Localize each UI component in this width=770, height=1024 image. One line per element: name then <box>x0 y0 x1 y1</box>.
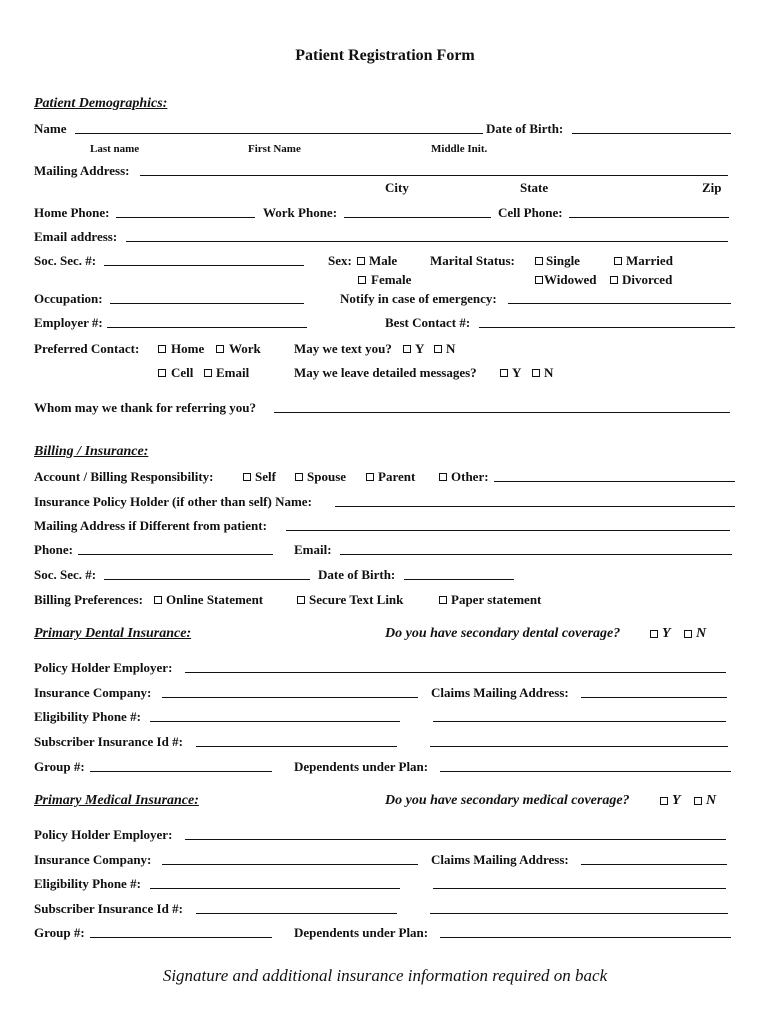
name-field[interactable] <box>75 133 483 134</box>
dental-eligibility-field[interactable] <box>150 721 400 722</box>
employer-field[interactable] <box>107 327 307 328</box>
widowed-checkbox[interactable] <box>535 276 543 284</box>
billing-dob-field[interactable] <box>404 579 514 580</box>
dental-dependents-field[interactable] <box>440 771 731 772</box>
emergency-contact-field[interactable] <box>508 303 731 304</box>
email-field[interactable] <box>126 241 728 242</box>
dental-company-label: Insurance Company: <box>34 685 152 700</box>
section-dental: Primary Dental Insurance: <box>34 626 192 641</box>
dental-group-field[interactable] <box>90 771 272 772</box>
dental-claims-label: Claims Mailing Address: <box>431 685 569 700</box>
male-checkbox[interactable] <box>357 257 365 265</box>
widowed-option-label: Widowed <box>544 272 597 287</box>
medical-eligibility-field[interactable] <box>150 888 400 889</box>
billing-mailing-label: Mailing Address if Different from patient: <box>34 518 267 533</box>
first-name-caption: First Name <box>248 143 301 155</box>
text-no-checkbox[interactable] <box>434 345 442 353</box>
paper-statement-checkbox[interactable] <box>439 596 447 604</box>
billing-email-label: Email: <box>294 542 332 557</box>
billing-phone-label: Phone: <box>34 542 73 557</box>
dental-no-label: N <box>696 626 707 641</box>
home-contact-checkbox[interactable] <box>158 345 166 353</box>
billing-ssn-field[interactable] <box>104 579 310 580</box>
cell-contact-checkbox[interactable] <box>158 369 166 377</box>
text-yes-label: Y <box>415 341 425 356</box>
cell-phone-label: Cell Phone: <box>498 205 563 220</box>
dental-claims-field-3[interactable] <box>430 746 728 747</box>
messages-no-label: N <box>544 365 554 380</box>
employer-label: Employer #: <box>34 315 103 330</box>
text-yes-checkbox[interactable] <box>403 345 411 353</box>
medical-no-label: N <box>706 793 717 808</box>
policy-holder-field[interactable] <box>335 506 735 507</box>
other-option-label: Other: <box>451 469 489 484</box>
dental-eligibility-label: Eligibility Phone #: <box>34 709 141 724</box>
work-phone-field[interactable] <box>344 217 491 218</box>
last-name-caption: Last name <box>90 143 140 155</box>
occupation-label: Occupation: <box>34 291 103 306</box>
email-contact-label: Email <box>216 365 250 380</box>
policy-holder-label: Insurance Policy Holder (if other than self) Name: <box>34 494 312 509</box>
sex-label: Sex: <box>328 253 352 268</box>
medical-subscriber-field[interactable] <box>196 913 397 914</box>
other-checkbox[interactable] <box>439 473 447 481</box>
messages-yes-label: Y <box>512 365 522 380</box>
secure-text-label: Secure Text Link <box>309 592 404 607</box>
middle-init-caption: Middle Init. <box>431 143 488 155</box>
marital-status-label: Marital Status: <box>430 253 515 268</box>
medical-employer-field[interactable] <box>185 839 726 840</box>
dental-dependents-label: Dependents under Plan: <box>294 759 429 774</box>
dental-employer-field[interactable] <box>185 672 726 673</box>
cell-phone-field[interactable] <box>569 217 729 218</box>
mailing-address-field[interactable] <box>140 175 728 176</box>
work-contact-label: Work <box>229 341 261 356</box>
medical-subscriber-label: Subscriber Insurance Id #: <box>34 901 183 916</box>
zip-caption: Zip <box>702 180 722 195</box>
email-label: Email address: <box>34 229 118 244</box>
paper-statement-label: Paper statement <box>451 592 542 607</box>
state-caption: State <box>520 180 549 195</box>
billing-phone-field[interactable] <box>78 554 273 555</box>
medical-group-field[interactable] <box>90 937 272 938</box>
online-statement-checkbox[interactable] <box>154 596 162 604</box>
billing-email-field[interactable] <box>340 554 732 555</box>
medical-group-label: Group #: <box>34 925 85 940</box>
home-phone-label: Home Phone: <box>34 205 110 220</box>
medical-claims-field[interactable] <box>581 864 727 865</box>
medical-dependents-field[interactable] <box>440 937 731 938</box>
dental-claims-field-2[interactable] <box>433 721 726 722</box>
single-checkbox[interactable] <box>535 257 543 265</box>
referral-field[interactable] <box>274 412 730 413</box>
best-contact-label: Best Contact #: <box>385 315 471 330</box>
occupation-field[interactable] <box>110 303 304 304</box>
dental-claims-field[interactable] <box>581 697 727 698</box>
medical-eligibility-label: Eligibility Phone #: <box>34 876 141 891</box>
dob-field[interactable] <box>572 133 731 134</box>
dental-group-label: Group #: <box>34 759 85 774</box>
form-title: Patient Registration Form <box>295 47 475 64</box>
medical-company-field[interactable] <box>162 864 418 865</box>
billing-responsibility-label: Account / Billing Responsibility: <box>34 469 214 484</box>
billing-mailing-field[interactable] <box>286 530 730 531</box>
dental-subscriber-field[interactable] <box>196 746 397 747</box>
dental-yes-label: Y <box>662 626 671 641</box>
billing-dob-label: Date of Birth: <box>318 567 396 582</box>
spouse-option-label: Spouse <box>307 469 347 484</box>
city-caption: City <box>385 180 409 195</box>
divorced-checkbox[interactable] <box>610 276 618 284</box>
ssn-field[interactable] <box>104 265 304 266</box>
secondary-medical-question: Do you have secondary medical coverage? <box>385 793 630 808</box>
home-phone-field[interactable] <box>116 217 255 218</box>
messages-no-checkbox[interactable] <box>532 369 540 377</box>
dental-employer-label: Policy Holder Employer: <box>34 660 173 675</box>
online-statement-label: Online Statement <box>166 592 264 607</box>
male-option-label: Male <box>369 253 398 268</box>
cell-contact-label: Cell <box>171 365 194 380</box>
self-option-label: Self <box>255 469 276 484</box>
single-option-label: Single <box>546 253 580 268</box>
messages-yes-checkbox[interactable] <box>500 369 508 377</box>
parent-option-label: Parent <box>378 469 416 484</box>
home-contact-label: Home <box>171 341 205 356</box>
medical-company-label: Insurance Company: <box>34 852 152 867</box>
medical-yes-checkbox[interactable] <box>660 797 668 805</box>
other-field[interactable] <box>494 481 735 482</box>
billing-ssn-label: Soc. Sec. #: <box>34 567 97 582</box>
email-contact-checkbox[interactable] <box>204 369 212 377</box>
secure-text-checkbox[interactable] <box>297 596 305 604</box>
section-billing: Billing / Insurance: <box>34 444 149 459</box>
work-contact-checkbox[interactable] <box>216 345 224 353</box>
billing-preferences-label: Billing Preferences: <box>34 592 143 607</box>
female-checkbox[interactable] <box>358 276 366 284</box>
emergency-contact-label: Notify in case of emergency: <box>340 291 497 306</box>
messages-permission-question: May we leave detailed messages? <box>294 365 477 380</box>
best-contact-field[interactable] <box>479 327 735 328</box>
dental-yes-checkbox[interactable] <box>650 630 658 638</box>
text-no-label: N <box>446 341 456 356</box>
married-checkbox[interactable] <box>614 257 622 265</box>
medical-dependents-label: Dependents under Plan: <box>294 925 429 940</box>
married-option-label: Married <box>626 253 673 268</box>
medical-claims-field-2[interactable] <box>433 888 726 889</box>
medical-claims-label: Claims Mailing Address: <box>431 852 569 867</box>
medical-no-checkbox[interactable] <box>694 797 702 805</box>
ssn-label: Soc. Sec. #: <box>34 253 97 268</box>
dob-label: Date of Birth: <box>486 121 564 136</box>
section-demographics: Patient Demographics: <box>34 96 168 111</box>
spouse-checkbox[interactable] <box>295 473 303 481</box>
referral-label: Whom may we thank for referring you? <box>34 400 256 415</box>
section-medical: Primary Medical Insurance: <box>34 793 199 808</box>
divorced-option-label: Divorced <box>622 272 673 287</box>
parent-checkbox[interactable] <box>366 473 374 481</box>
secondary-dental-question: Do you have secondary dental coverage? <box>385 626 621 641</box>
dental-subscriber-label: Subscriber Insurance Id #: <box>34 734 183 749</box>
dental-no-checkbox[interactable] <box>684 630 692 638</box>
name-label: Name <box>34 121 67 136</box>
mailing-address-label: Mailing Address: <box>34 163 130 178</box>
female-option-label: Female <box>371 272 412 287</box>
dental-company-field[interactable] <box>162 697 418 698</box>
text-permission-question: May we text you? <box>294 341 392 356</box>
self-checkbox[interactable] <box>243 473 251 481</box>
medical-claims-field-3[interactable] <box>430 913 728 914</box>
medical-yes-label: Y <box>672 793 681 808</box>
work-phone-label: Work Phone: <box>263 205 338 220</box>
medical-employer-label: Policy Holder Employer: <box>34 827 173 842</box>
preferred-contact-label: Preferred Contact: <box>34 341 140 356</box>
footer-note: Signature and additional insurance information required on back <box>162 966 608 985</box>
